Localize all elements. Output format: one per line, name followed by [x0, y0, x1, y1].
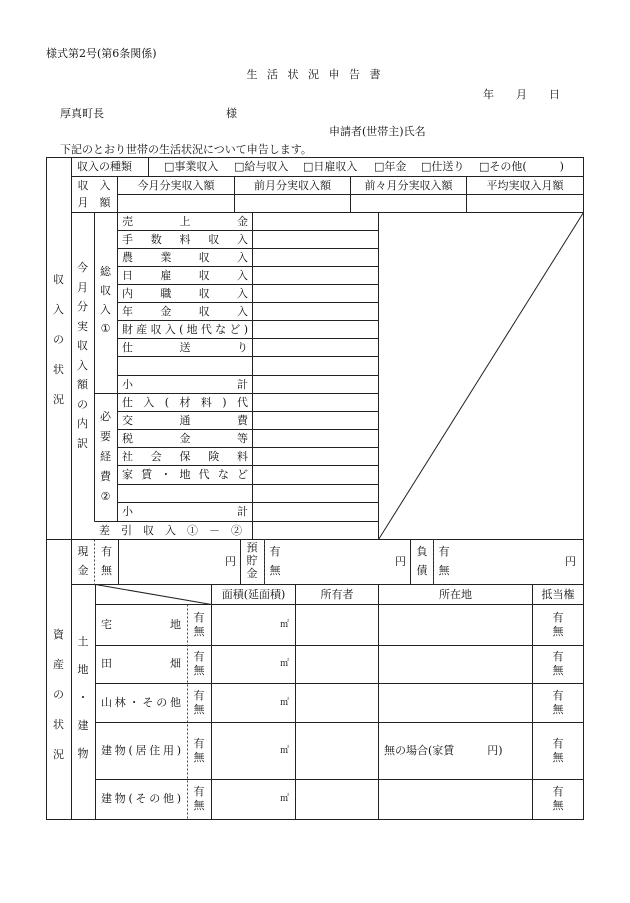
checkbox-daily-wage-income[interactable]: □日雇収入 [303, 160, 358, 173]
checkbox-salary-income[interactable]: □給与収入 [234, 160, 289, 173]
asset-yes-no[interactable]: 有 無 [193, 736, 205, 764]
input-last-month[interactable] [235, 195, 350, 212]
gross-item-label: 小 計 [122, 378, 248, 391]
gross-item-label: 財産収入(地代など) [122, 323, 248, 336]
checkbox-business-income[interactable]: □事業収入 [164, 160, 219, 173]
income-type-label: 収入の種類 [77, 160, 132, 173]
gross-item-amount-input[interactable] [253, 339, 378, 356]
expense-item-amount-input[interactable] [253, 394, 378, 411]
cash-yen-unit: 円 [225, 555, 236, 568]
addressee-honorific: 様 [226, 107, 237, 120]
gross-item-label: 仕 送 り [122, 341, 248, 354]
gross-item-amount-input[interactable] [253, 376, 378, 393]
expense-item-amount-input[interactable] [253, 430, 378, 447]
gross-item-label: 内 職 収 入 [122, 287, 248, 300]
mortgage-yes-no[interactable]: 有 無 [552, 688, 564, 716]
area-unit: ㎡ [280, 659, 290, 669]
expense-item-amount-input[interactable] [253, 503, 378, 521]
mortgage-yes-no[interactable]: 有 無 [552, 785, 564, 812]
savings-yen-unit: 円 [395, 555, 406, 568]
breakdown-label: 今 月 分 実 収 入 額 の 内 訳 [77, 261, 88, 450]
expense-item-amount-input[interactable] [253, 412, 378, 429]
assets-section-label: 資 産 の 状 況 [53, 628, 64, 761]
expense-item-amount-input[interactable] [253, 466, 378, 484]
gross-item-amount-input[interactable] [253, 249, 378, 266]
header-last-month: 前月分実収入額 [254, 179, 331, 192]
cash-yes-no[interactable]: 有 無 [101, 545, 112, 577]
checkbox-remittance[interactable]: □仕送り [421, 160, 465, 173]
date-day-label: 日 [549, 88, 560, 101]
asset-yes-no[interactable]: 有 無 [193, 688, 205, 716]
gross-item-label: 売 上 金 [122, 215, 248, 228]
asset-row-label: 山林・その他 [101, 695, 181, 709]
land-building-label: 土 地 ・ 建 物 [77, 635, 89, 760]
gross-item-amount-input[interactable] [253, 213, 378, 230]
expense-item-label: 小 計 [122, 505, 248, 518]
gross-item-amount-input[interactable] [253, 303, 378, 320]
gross-item-label: 日 雇 収 入 [122, 269, 248, 282]
date-month-label: 月 [516, 88, 527, 101]
form-number: 様式第2号(第6条関係) [46, 47, 157, 60]
expense-item-amount-input[interactable] [253, 448, 378, 465]
checkbox-pension[interactable]: □年金 [374, 160, 407, 173]
asset-yes-no[interactable]: 有 無 [193, 610, 205, 638]
mortgage-yes-no[interactable]: 有 無 [552, 736, 564, 764]
cash-label: 現 金 [77, 545, 89, 577]
date-year-label: 年 [483, 88, 494, 101]
header-two-months-ago: 前々月分実収入額 [364, 179, 453, 192]
net-income-label: 差 引 収 入 ① － ② [99, 524, 242, 537]
gross-income-label: 総 収 入 ① [100, 265, 111, 335]
expense-item-label: 仕入(材料)代 [122, 396, 248, 409]
debt-label: 負 債 [416, 545, 428, 577]
input-average[interactable] [467, 195, 583, 212]
header-area: 面積(延面積) [221, 588, 286, 601]
expense-item-label: 交 通 費 [122, 414, 248, 427]
expense-item-amount-input[interactable] [253, 485, 378, 502]
area-unit: ㎡ [280, 697, 290, 708]
monthly-income-label: 収 入 [77, 179, 111, 192]
input-two-months-ago[interactable] [351, 195, 466, 212]
asset-row-label: 田 畑 [101, 657, 181, 670]
gross-item-label: 年 金 収 入 [122, 305, 248, 318]
gross-item-amount-input[interactable] [253, 267, 378, 284]
mortgage-yes-no[interactable]: 有 無 [552, 610, 564, 638]
asset-row-label: 建物(その他) [101, 792, 181, 805]
expense-item-label: 社 会 保 険 料 [122, 450, 248, 463]
location-note: 無の場合(家賃 円) [384, 743, 503, 757]
asset-row-label: 建物(居住用) [101, 743, 181, 757]
debt-yen-unit: 円 [565, 555, 576, 568]
gross-item-amount-input[interactable] [253, 285, 378, 302]
header-owner: 所有者 [320, 588, 354, 601]
gross-item-label: 手 数 料 収 入 [122, 233, 248, 246]
savings-label: 預 貯 金 [246, 541, 258, 580]
checkbox-other[interactable]: □その他( ) [479, 160, 564, 173]
monthly-amount-label: 月 額 [77, 196, 111, 209]
asset-yes-no[interactable]: 有 無 [193, 650, 205, 677]
asset-row-label: 宅 地 [101, 617, 181, 631]
expense-label: 必 要 経 費 ② [100, 410, 111, 503]
expense-item-label: 税 金 等 [122, 432, 248, 445]
applicant-label: 申請者(世帯主)氏名 [329, 125, 426, 138]
debt-yes-no[interactable]: 有 無 [438, 545, 450, 577]
gross-item-amount-input[interactable] [253, 321, 378, 338]
gross-item-amount-input[interactable] [253, 357, 378, 375]
header-location: 所在地 [439, 588, 472, 601]
area-unit: ㎡ [280, 745, 290, 756]
area-unit: ㎡ [280, 794, 290, 804]
header-mortgage: 抵当権 [541, 588, 575, 601]
income-section-label: 収 入 の 状 況 [53, 273, 64, 406]
header-this-month: 今月分実収入額 [137, 179, 215, 192]
asset-yes-no[interactable]: 有 無 [193, 785, 205, 812]
savings-yes-no[interactable]: 有 無 [269, 545, 281, 577]
input-this-month[interactable] [118, 195, 234, 212]
intro-text: 下記のとおり世帯の生活状況について申告します。 [60, 143, 312, 156]
page-title: 生 活 状 況 申 告 書 [246, 68, 384, 81]
header-average: 平均実収入月額 [486, 179, 564, 192]
gross-item-amount-input[interactable] [253, 231, 378, 248]
mortgage-yes-no[interactable]: 有 無 [552, 650, 564, 677]
addressee: 厚真町長 [60, 107, 104, 120]
area-unit: ㎡ [280, 619, 290, 630]
expense-item-label: 家賃・地代など [122, 468, 248, 481]
gross-item-label: 農 業 収 入 [122, 251, 248, 264]
